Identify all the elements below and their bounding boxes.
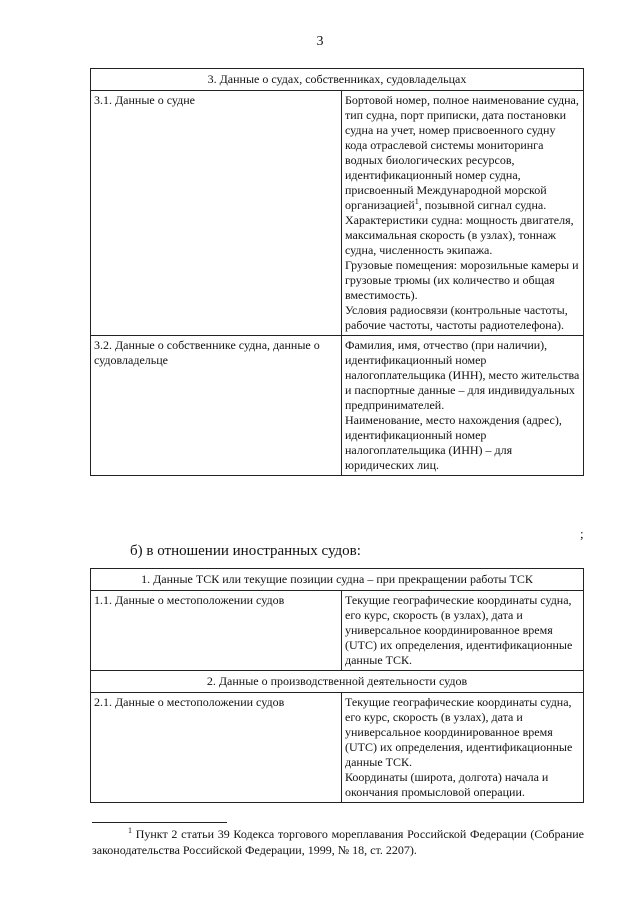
paragraph: Характеристики судна: мощность двигателя, максимальная скорость (в узлах), тоннаж судна, численность экипажа. bbox=[345, 213, 574, 257]
row-label: 2.1. Данные о местоположении судов bbox=[91, 693, 342, 803]
paragraph: Грузовые помещения: морозильные камеры и грузовые трюмы (их количество и общая вместимость). bbox=[345, 258, 579, 302]
footnote-divider bbox=[92, 822, 227, 823]
footnote-mark: 1 bbox=[128, 826, 132, 835]
paragraph: Текущие географические координаты судна, его курс, скорость (в узлах), дата и универсальное координированное время (UTC) их определения, идентификационные данные ТСК. bbox=[345, 695, 573, 769]
table-row bbox=[91, 693, 584, 803]
table-row bbox=[91, 336, 584, 476]
footnote-mark: 1 bbox=[414, 197, 419, 206]
table-heading: 3. Данные о судах, собственниках, судовладельцах bbox=[91, 69, 584, 91]
paragraph: Координаты (широта, долгота) начала и окончания промысловой операции. bbox=[345, 770, 549, 799]
row-content bbox=[342, 693, 584, 803]
semicolon: ; bbox=[580, 526, 584, 541]
page-number: 3 bbox=[316, 34, 324, 49]
paragraph: Условия радиосвязи (контрольные частоты, рабочие частоты, частоты радиотелефона). bbox=[345, 303, 568, 332]
footnote-text: Пункт 2 статьи 39 Кодекса торгового мореплавания Российской Федерации (Собрание законодательства Российской Федерации, 1999, № 18, ст. 2207). bbox=[92, 827, 584, 857]
table-row bbox=[91, 91, 584, 336]
paragraph: Фамилия, имя, отчество (при наличии), идентификационный номер налогоплательщика (ИНН), место жительства и паспортные данные – для индивидуальных предпринимателей. bbox=[345, 338, 580, 412]
table-row bbox=[91, 591, 584, 671]
row-content bbox=[342, 336, 584, 476]
data-table-vessels bbox=[90, 68, 584, 476]
footnote bbox=[92, 826, 584, 858]
row-label: 3.1. Данные о судне bbox=[91, 91, 342, 336]
row-label: 1.1. Данные о местоположении судов bbox=[91, 591, 342, 671]
table-heading: 1. Данные ТСК или текущие позиции судна – при прекращении работы ТСК bbox=[91, 569, 584, 591]
paragraph: Наименование, место нахождения (адрес), идентификационный номер налогоплательщика (ИНН) – для юридических лиц. bbox=[345, 413, 562, 472]
paragraph: Бортовой номер, полное наименование судна, тип судна, порт приписки, дата постановки судна на учет, номер присвоенного судну кода отраслевой системы мониторинга водных биологических ресурсов, идентификационный номер судна, присвоенный Международной морской организацией$^1$, позывной сигнал судна. bbox=[345, 93, 579, 212]
data-table-foreign-vessels bbox=[90, 568, 584, 803]
section-subheading: б) в отношении иностранных судов: bbox=[130, 543, 361, 559]
row-content bbox=[342, 591, 584, 671]
row-label: 3.2. Данные о собственнике судна, данные о судовладельце bbox=[91, 336, 342, 476]
table-heading: 2. Данные о производственной деятельности судов bbox=[91, 671, 584, 693]
row-content bbox=[342, 91, 584, 336]
paragraph: Текущие географические координаты судна, его курс, скорость (в узлах), дата и универсальное координированное время (UTC) их определения, идентификационные данные ТСК. bbox=[345, 593, 573, 667]
